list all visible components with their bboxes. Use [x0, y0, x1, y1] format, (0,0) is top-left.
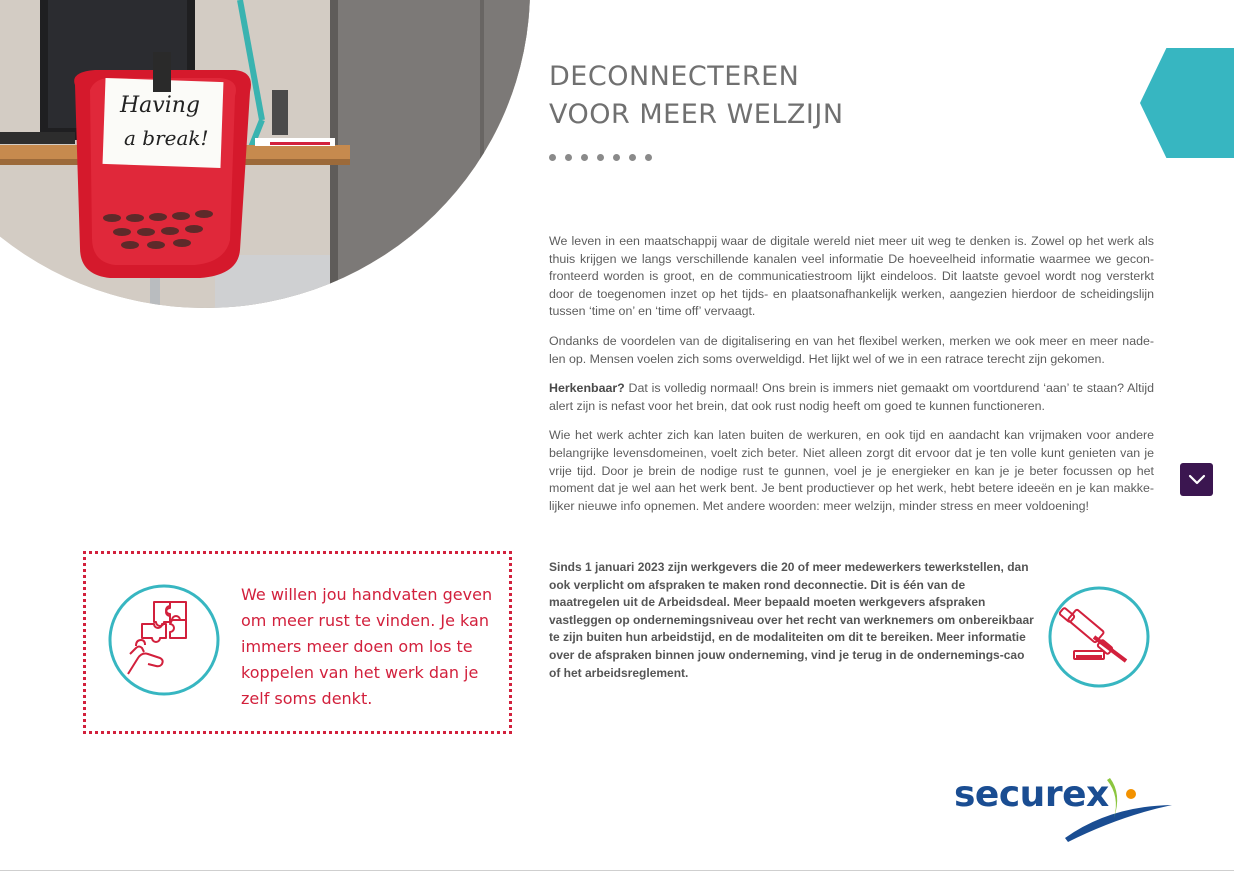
- scroll-down-button[interactable]: [1180, 463, 1213, 496]
- article-paragraph-3-rest: Dat is volledig normaal! Ons brein is immers niet gemaakt om voortdurend ‘aan’ te staan? Altijd alert zijn is nefast voor het brein, dat ook rust nodig heeft om goed te kunnen functioneren.: [549, 381, 1154, 413]
- article-paragraph-1: We leven in een maatschappij waar de digitale wereld niet meer uit weg te denken is. Zowel op het werk als thuis krijgen we langs verschillende kanalen veel informatie De hoeveelheid informatie waarmee we gecon-fronteerd worden is groot, en de communicatiestroom lijkt eindeloos. Dit laatste gevoel wordt nog versterkt door de toegenomen inzet op het tijds- en plaatsonafhankelijk werken, aangezien hierdoor de scheidingslijn tussen ‘time on’ en ‘time off’ vervaagt.: [549, 234, 1154, 319]
- gavel-icon: [1046, 585, 1152, 689]
- securex-logo-text: securex: [954, 774, 1109, 815]
- article-body: [549, 233, 1154, 527]
- article-paragraph-3-bold: Herkenbaar?: [549, 381, 625, 396]
- article-paragraph-3: [549, 380, 1154, 415]
- office-chair-illustration: [0, 0, 530, 308]
- securex-logo: [950, 770, 1175, 850]
- note-text-line2: a break!: [124, 126, 209, 150]
- page-title: [549, 58, 969, 134]
- page-bottom-border: [0, 870, 1234, 871]
- callout-text: We willen jou handvaten geven om meer rust te vinden. Je kan immers meer doen om los te koppelen van het werk dan je zelf soms denkt.: [241, 585, 493, 708]
- title-divider-dots: [549, 154, 652, 161]
- article-paragraph-4: Wie het werk achter zich kan laten buiten de werkuren, en ook tijd en aandacht kan vrijmaken voor andere belangrijke levensdomeinen, voelt zich beter. Niet alleen zorgt dit ervoor dat je ten volle kunt genieten van je vrije tijd. Door je brein de nodige rust te gunnen, voel je je energieker en kan je je beter focussen op het moment dat je wel aan het werk bent. Je bent productiever op het werk, hebt betere ideeën en je kan makke-lijker nieuwe info opnemen. Met andere woorden: meer welzijn, minder stress en meer voldoening!: [549, 428, 1154, 513]
- teal-hexagon-decoration: [1140, 48, 1234, 158]
- page-title-line1: DECONNECTEREN: [549, 61, 800, 92]
- callout-box: [83, 551, 512, 734]
- article-paragraph-2: Ondanks de voordelen van de digitalisering en van het flexibel werken, merken we ook meer en meer nade-len op. Mensen voelen zich soms overweldigd. Het lijkt wel of we in een ratrace terecht zijn gekomen.: [549, 333, 1154, 366]
- header-photo: [0, 0, 530, 308]
- puzzle-hand-icon: [106, 582, 222, 698]
- note-text-line1: Having: [120, 93, 201, 118]
- page-title-line2: VOOR MEER WELZIJN: [549, 99, 844, 130]
- legal-info-text: Sinds 1 januari 2023 zijn werkgevers die 20 of meer medewerkers tewerkstellen, dan ook verplicht om afspraken te maken rond deconnectie. Dit is één van de maatregelen uit de Arbeidsdeal. Meer bepaald moeten werkgevers afspraken vastleggen op ondernemingsniveau over het recht van werknemers om onbereikbaar te zijn buiten hun arbeidstijd, en de modaliteiten om dit te bereiken. Meer informatie over de afspraken binnen jouw onderneming, vind je terug in de ondernemings-cao of het arbeidsreglement.: [549, 560, 1034, 680]
- chevron-down-icon: [1188, 474, 1206, 486]
